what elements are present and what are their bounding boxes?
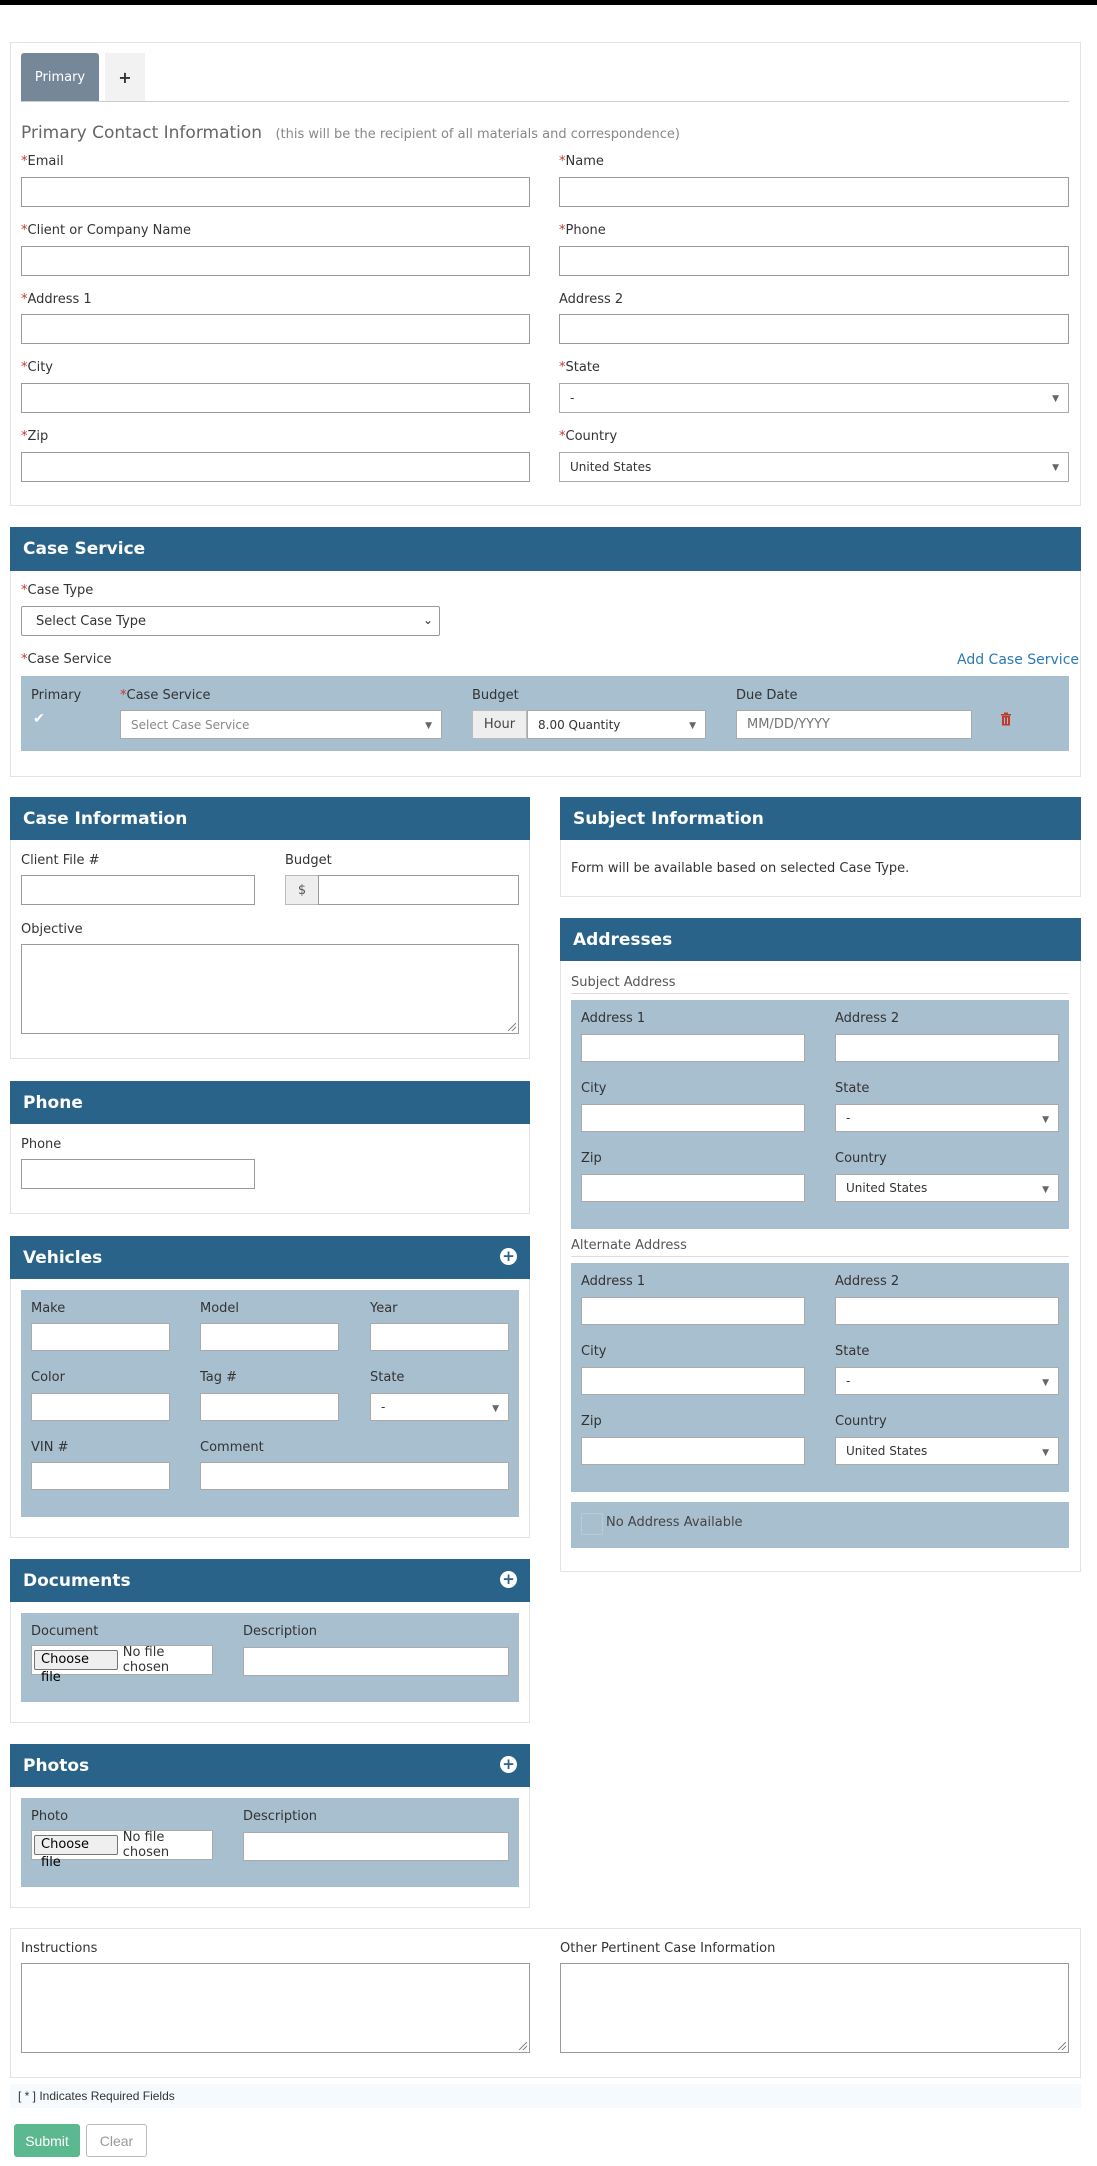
- zip-label: *Zip: [21, 429, 49, 444]
- addresses-header: Addresses: [560, 918, 1081, 961]
- model-label: Model: [200, 1301, 240, 1316]
- alternate-address-divider: [571, 1256, 1069, 1257]
- client-file-label: Client File #: [21, 853, 100, 868]
- submit-button[interactable]: Submit: [14, 2124, 80, 2157]
- contact-subtitle: (this will be the recipient of all materials and correspondence): [275, 127, 680, 142]
- chevron-down-icon: ▼: [1052, 463, 1059, 473]
- top-bar: [0, 0, 1097, 5]
- address1-input[interactable]: [21, 314, 530, 344]
- alternate-country-label: Country: [835, 1414, 887, 1429]
- chevron-down-icon: ▼: [492, 1404, 499, 1414]
- no-address-checkbox[interactable]: [581, 1513, 603, 1535]
- resize-grip-icon[interactable]: [519, 2042, 527, 2050]
- budget-label: Budget: [285, 853, 332, 868]
- subject-address1-label: Address 1: [581, 1011, 646, 1026]
- chevron-down-icon: ▼: [1042, 1185, 1049, 1195]
- tag-input[interactable]: [200, 1393, 339, 1421]
- company-input[interactable]: [21, 246, 530, 276]
- phone-section-input[interactable]: [21, 1159, 255, 1189]
- alternate-address1-input[interactable]: [581, 1297, 805, 1325]
- other-info-textarea[interactable]: [560, 1963, 1069, 2053]
- alternate-city-input[interactable]: [581, 1367, 805, 1395]
- subject-address-title: Subject Address: [571, 975, 676, 990]
- subject-information-message: Form will be available based on selected Case Type.: [571, 861, 910, 876]
- photos-header: Photos: [10, 1744, 530, 1787]
- photo-label: Photo: [31, 1809, 69, 1824]
- add-photo-icon[interactable]: +: [500, 1756, 517, 1773]
- city-input[interactable]: [21, 383, 530, 413]
- document-description-label: Description: [243, 1624, 318, 1639]
- budget-col-label: Budget: [472, 688, 519, 703]
- tab-underline: [21, 101, 1069, 102]
- chevron-down-icon: ▼: [689, 721, 696, 731]
- choose-document-button[interactable]: Choose file: [34, 1650, 118, 1670]
- alternate-zip-input[interactable]: [581, 1437, 805, 1465]
- make-input[interactable]: [31, 1323, 170, 1351]
- documents-header: Documents: [10, 1559, 530, 1602]
- alternate-address2-label: Address 2: [835, 1274, 900, 1289]
- photo-description-input[interactable]: [243, 1832, 509, 1861]
- subject-address-divider: [571, 993, 1069, 994]
- subject-city-label: City: [581, 1081, 607, 1096]
- vin-label: VIN #: [31, 1440, 69, 1455]
- case-service-header: Case Service: [10, 527, 1081, 571]
- case-type-label: *Case Type: [21, 583, 94, 598]
- country-label: *Country: [559, 429, 618, 444]
- year-label: Year: [370, 1301, 398, 1316]
- case-information-header: Case Information: [10, 797, 530, 840]
- document-file-status: No file chosen: [122, 1645, 170, 1675]
- phone-input[interactable]: [559, 246, 1069, 276]
- state-select[interactable]: - ▼: [559, 383, 1069, 413]
- alternate-address2-input[interactable]: [835, 1297, 1059, 1325]
- phone-header: Phone: [10, 1081, 530, 1124]
- zip-input[interactable]: [21, 452, 530, 482]
- chevron-down-icon: ▼: [425, 721, 432, 731]
- alternate-country-select[interactable]: United States ▼: [835, 1437, 1059, 1465]
- document-label: Document: [31, 1624, 99, 1639]
- currency-addon: $: [285, 875, 319, 905]
- chevron-down-icon: ▼: [1042, 1378, 1049, 1388]
- case-service-label: *Case Service: [21, 652, 112, 667]
- color-input[interactable]: [31, 1393, 170, 1421]
- photo-description-label: Description: [243, 1809, 318, 1824]
- tab-primary[interactable]: Primary: [21, 53, 99, 101]
- subject-state-select[interactable]: - ▼: [835, 1104, 1059, 1132]
- add-vehicle-icon[interactable]: +: [500, 1248, 517, 1265]
- case-service-select[interactable]: Select Case Service ▼: [120, 710, 442, 739]
- state-label: *State: [559, 360, 600, 375]
- tab-add[interactable]: +: [105, 53, 145, 101]
- name-label: *Name: [559, 154, 604, 169]
- subject-address1-input[interactable]: [581, 1034, 805, 1062]
- objective-label: Objective: [21, 922, 83, 937]
- year-input[interactable]: [370, 1323, 509, 1351]
- choose-photo-button[interactable]: Choose file: [34, 1835, 118, 1855]
- subject-country-label: Country: [835, 1151, 887, 1166]
- country-select[interactable]: United States ▼: [559, 452, 1069, 482]
- city-label: *City: [21, 360, 53, 375]
- add-document-icon[interactable]: +: [500, 1571, 517, 1588]
- alternate-state-label: State: [835, 1344, 870, 1359]
- objective-textarea[interactable]: [21, 944, 519, 1034]
- chevron-down-icon: ⌄: [422, 613, 433, 627]
- comment-label: Comment: [200, 1440, 264, 1455]
- comment-input[interactable]: [200, 1462, 509, 1490]
- due-date-input[interactable]: [736, 710, 972, 739]
- trash-icon[interactable]: [1000, 712, 1012, 726]
- chevron-down-icon: ▼: [1042, 1115, 1049, 1125]
- resize-grip-icon[interactable]: [1058, 2042, 1066, 2050]
- vehicles-header: Vehicles: [10, 1236, 530, 1279]
- case-type-select[interactable]: Select Case Type ⌄: [21, 606, 440, 636]
- chevron-down-icon: ▼: [1052, 394, 1059, 404]
- name-input[interactable]: [559, 177, 1069, 207]
- phone-section-label: Phone: [21, 1137, 62, 1152]
- no-address-label: No Address Available: [606, 1515, 743, 1530]
- vehicle-state-select[interactable]: - ▼: [370, 1393, 509, 1421]
- alternate-city-label: City: [581, 1344, 607, 1359]
- alternate-address-title: Alternate Address: [571, 1238, 687, 1253]
- tag-label: Tag #: [200, 1370, 238, 1385]
- subject-address2-label: Address 2: [835, 1011, 900, 1026]
- budget-quantity-select[interactable]: 8.00 Quantity ▼: [527, 710, 706, 739]
- address2-input[interactable]: [559, 314, 1069, 344]
- subject-state-label: State: [835, 1081, 870, 1096]
- check-icon[interactable]: ✔: [33, 710, 45, 726]
- instructions-label: Instructions: [21, 1941, 98, 1956]
- subject-city-input[interactable]: [581, 1104, 805, 1132]
- email-input[interactable]: [21, 177, 530, 207]
- vin-input[interactable]: [31, 1462, 170, 1490]
- model-input[interactable]: [200, 1323, 339, 1351]
- alternate-state-select[interactable]: - ▼: [835, 1367, 1059, 1395]
- chevron-down-icon: ▼: [1042, 1448, 1049, 1458]
- vehicle-state-label: State: [370, 1370, 405, 1385]
- phone-label: *Phone: [559, 223, 606, 238]
- subject-address2-input[interactable]: [835, 1034, 1059, 1062]
- budget-input[interactable]: [318, 875, 519, 905]
- add-case-service-link[interactable]: Add Case Service: [957, 652, 1080, 668]
- subject-zip-label: Zip: [581, 1151, 602, 1166]
- address1-label: *Address 1: [21, 292, 92, 307]
- document-description-input[interactable]: [243, 1647, 509, 1676]
- client-file-input[interactable]: [21, 875, 255, 905]
- alternate-address1-label: Address 1: [581, 1274, 646, 1289]
- service-col-label: *Case Service: [120, 688, 211, 703]
- instructions-textarea[interactable]: [21, 1963, 530, 2053]
- subject-country-select[interactable]: United States ▼: [835, 1174, 1059, 1202]
- email-label: *Email: [21, 154, 64, 169]
- photo-file-input[interactable]: [31, 1830, 213, 1870]
- due-date-label: Due Date: [736, 688, 798, 703]
- make-label: Make: [31, 1301, 66, 1316]
- required-note: [ * ] Indicates Required Fields: [18, 2089, 175, 2103]
- clear-button[interactable]: Clear: [86, 2124, 147, 2157]
- company-label: *Client or Company Name: [21, 223, 192, 238]
- alternate-zip-label: Zip: [581, 1414, 602, 1429]
- budget-unit: Hour: [472, 710, 527, 739]
- subject-information-header: Subject Information: [560, 797, 1081, 840]
- document-file-input[interactable]: [31, 1645, 213, 1685]
- other-info-label: Other Pertinent Case Information: [560, 1941, 776, 1956]
- subject-zip-input[interactable]: [581, 1174, 805, 1202]
- photo-file-status: No file chosen: [122, 1830, 170, 1860]
- contact-title: Primary Contact Information (this will be the recipient of all materials and correspondence): [21, 123, 680, 143]
- color-label: Color: [31, 1370, 65, 1385]
- resize-grip-icon[interactable]: [508, 1023, 516, 1031]
- primary-col-label: Primary: [31, 688, 82, 703]
- address2-label: Address 2: [559, 292, 624, 307]
